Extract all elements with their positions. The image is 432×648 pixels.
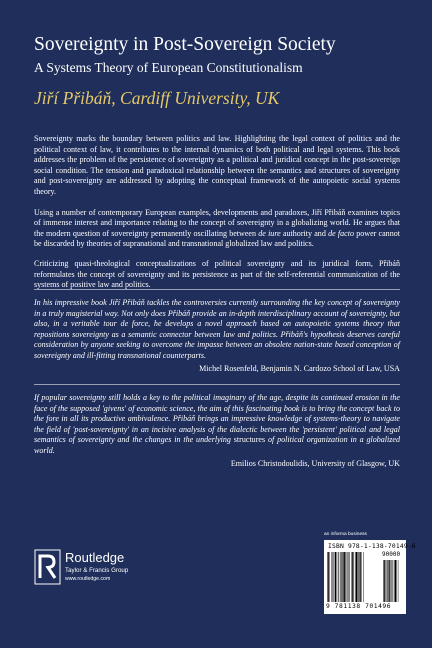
divider-line <box>34 289 400 290</box>
endorsement-1-attribution: Michel Rosenfeld, Benjamin N. Cardozo School of Law, USA <box>199 363 400 373</box>
barcode-bar <box>341 552 342 602</box>
routledge-logo-icon <box>34 549 61 585</box>
publisher-block <box>34 545 154 590</box>
divider-line <box>34 384 400 385</box>
endorsement-1 <box>34 298 400 374</box>
informa-label: an informa business <box>324 532 367 537</box>
barcode-bar <box>328 552 329 602</box>
barcode-bar <box>335 552 336 602</box>
description-paragraph-3: Criticizing quasi-theological conceptualizations of political sovereignty and its juridical form, Přibáň reformulates the concept of sovereignty and its persistence as part of the self-referential communication of the systems of positive law and politics. <box>34 258 400 290</box>
endorsement-1-text: In his impressive book Jiří Přibáň tackles the controversies currently surrounding the key concept of sovereignty in a truly magisterial way. Not only does Přibáň provide an in-depth interdisciplinary account of sovereignty, but also, in a veritable tour de force, he develops a novel approach based on autopoietic systems theory that repositions sovereignty as a semantic connector between law and politics. Přibáň's hypothesis deserves careful consideration by anyone seeking to overcome the impasse between an obsolete nation-state based conception of sovereignty and ill-fitting transnational counterparts. <box>34 298 400 360</box>
publisher-url[interactable]: www.routledge.com <box>65 576 111 582</box>
cover-header <box>34 34 414 108</box>
description-paragraph-2-part-b: authority and <box>280 228 329 238</box>
description-paragraph-2-part-a: Using a number of contemporary European examples, developments and paradoxes, Jiří Přibáň examines topics of immense interest and importance relating to the concept of sovereignty in a globalizing world. He argues that the modern question of sovereignty permanently oscillating between <box>34 207 400 238</box>
barcode-bar <box>356 552 357 602</box>
barcode-addon-bar <box>387 560 388 602</box>
barcode-bar <box>344 552 345 602</box>
de-facto-term: de facto <box>328 228 354 238</box>
ean-digits: 9 781138 701496 <box>326 603 392 610</box>
barcode-addon-bar <box>389 560 390 602</box>
author-line: Jiří Přibáň, Cardiff University, UK <box>34 88 280 108</box>
endorsement-2-attribution: Emilios Christodoulidis, University of Glasgow, UK <box>230 458 400 468</box>
endorsement-2 <box>34 393 400 469</box>
barcode-addon-bar <box>395 560 396 602</box>
barcode-bar <box>352 552 353 602</box>
publisher-group: Taylor & Francis Group <box>65 567 129 574</box>
endorsement-2-text-part-a: If popular sovereignty still holds a key to the political imaginary of the age, despite its continued erosion in the face of the supposed 'givens' of economic science, the aim of this fascinating book is to bring the concept back to the fore in all its productive ambivalence. Přibáň brings an impressive knowledge of systems-theory to navigate the field of 'post-sovereignty' in an incisive analysis of the dialectic between the 'persistent' political and legal semantics of sovereignty and the changes in the underlying <box>34 393 400 445</box>
endorsement-2-text-part-c: of political organization in a globalized world. <box>34 435 401 455</box>
description-paragraph-1: Sovereignty marks the boundary between politics and law. Highlighting the legal context of politics and the political context of law, it contributes to the internal dynamics of both political and legal systems. This book addresses the problem of the persistence of sovereignty as a political and juridical concept in the post-sovereign social condition. The tension and paradoxical relationship between the semantics and structures of sovereignty and post-sovereignty are addressed by adopting the conceptual framework of the autopoietic social systems theory. <box>34 134 400 196</box>
endorsement-2-text <box>34 393 400 457</box>
barcode-bar <box>360 552 361 602</box>
book-title: Sovereignty in Post-Sovereign Society <box>34 34 336 55</box>
isbn-text: ISBN 978-1-138-70149-6 <box>328 543 416 550</box>
barcode-bars-icon <box>326 552 404 602</box>
de-iure-term: de iure <box>258 228 281 238</box>
description-paragraph-2-part-c: power cannot be discarded by theories of supranational and transnational globalized law and politics. <box>34 228 400 249</box>
barcode-block <box>324 540 416 614</box>
book-description <box>34 134 400 301</box>
book-subtitle: A Systems Theory of European Constitutionalism <box>34 60 303 75</box>
description-paragraph-2 <box>34 208 400 250</box>
price-code: 90000 <box>382 551 401 558</box>
publisher-name: Routledge <box>65 550 125 565</box>
barcode-addon-bar <box>384 560 385 602</box>
barcode-bar <box>343 552 344 602</box>
structures-term: structures <box>233 435 266 445</box>
barcode-bar <box>358 552 359 602</box>
